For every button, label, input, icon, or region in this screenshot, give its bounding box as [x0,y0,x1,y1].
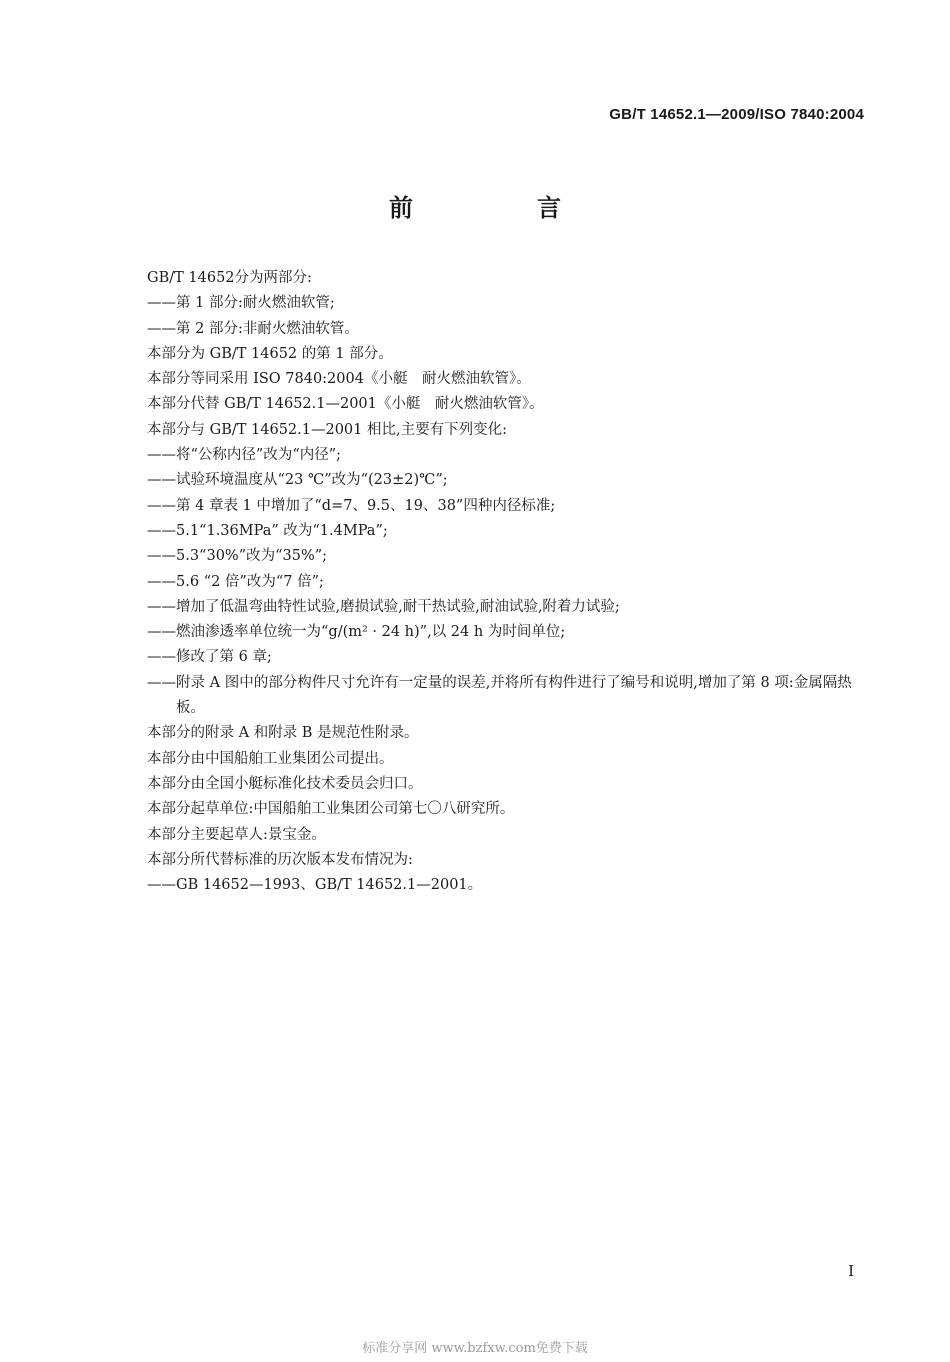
paragraph-line [147,367,867,392]
standard-code: GB/T 14652.1—2009/ISO 7840:2004 [609,106,864,123]
paragraph-line [147,392,867,417]
line-text: 本部分的附录 A 和附录 B 是规范性附录。 [147,725,419,742]
list-item [147,570,867,595]
em-dash: —— [147,674,176,691]
list-item [147,544,867,569]
em-dash: —— [147,320,176,337]
list-item-text: 燃油渗透率单位统一为“g/(m² · 24 h)”,以 24 h 为时间单位; [176,624,566,641]
paragraph-line [147,848,867,873]
paragraph-line [147,721,867,746]
line-text: GB/T 14652分为两部分: [147,270,312,286]
list-item [147,468,867,493]
list-item [147,519,867,544]
line-text: 本部分所代替标准的历次版本发布情况为: [147,851,413,868]
em-dash: —— [147,295,176,312]
em-dash: —— [147,472,176,489]
list-item-text: 第 2 部分:非耐火燃油软管。 [176,320,359,337]
line-text: 本部分主要起草人:景宝金。 [147,826,326,843]
em-dash: —— [147,624,176,641]
list-item [147,620,867,645]
em-dash: —— [147,877,176,894]
em-dash: —— [147,649,176,666]
line-text: 本部分由中国船舶工业集团公司提出。 [147,750,394,767]
list-item [147,595,867,620]
list-item-text: 5.1“1.36MPa” 改为“1.4MPa”; [176,522,388,539]
line-text: 本部分等同采用 ISO 7840:2004《小艇 耐火燃油软管》。 [147,371,531,388]
paragraph-line [147,342,867,367]
list-item-text: 5.6 “2 倍”改为“7 倍”; [176,573,324,590]
list-item [147,443,867,468]
em-dash: —— [147,598,176,615]
foreword-body [147,266,867,898]
list-item-text: 试验环境温度从“23 ℃”改为“(23±2)℃”; [176,472,448,489]
list-item-text: 修改了第 6 章; [176,649,272,666]
list-item [147,291,867,316]
line-text: 本部分起草单位:中国船舶工业集团公司第七〇八研究所。 [147,801,515,818]
paragraph-line [147,823,867,848]
list-item [147,645,867,670]
list-item-text: GB 14652—1993、GB/T 14652.1—2001。 [176,877,483,894]
list-item [147,671,867,722]
list-item-text: 附录 A 图中的部分构件尺寸允许有一定量的误差,并将所有构件进行了编号和说明,增加了第 8 项:金属隔热板。 [176,674,852,717]
em-dash: —— [147,447,176,464]
line-text: 本部分代替 GB/T 14652.1—2001《小艇 耐火燃油软管》。 [147,396,544,413]
line-text: 本部分与 GB/T 14652.1—2001 相比,主要有下列变化: [147,421,507,438]
list-item-text: 将“公称内径”改为“内径”; [176,447,342,464]
line-text: 本部分为 GB/T 14652 的第 1 部分。 [147,345,393,362]
em-dash: —— [147,573,176,590]
em-dash: —— [147,522,176,539]
list-item [147,494,867,519]
em-dash: —— [147,548,176,565]
list-item-text: 增加了低温弯曲特性试验,磨损试验,耐干热试验,耐油试验,附着力试验; [176,598,620,615]
page-title: 前 言 [389,194,611,222]
paragraph-line [147,747,867,772]
paragraph-line [147,266,867,291]
line-text: 本部分由全国小艇标准化技术委员会归口。 [147,775,423,792]
em-dash: —— [147,497,176,514]
list-item-text: 5.3“30%”改为“35%”; [176,548,328,565]
watermark: 标准分享网 www.bzfxw.com免费下载 [362,1341,588,1356]
list-item-text: 第 1 部分:耐火燃油软管; [176,295,335,312]
paragraph-line [147,772,867,797]
page-number: I [848,1262,854,1280]
list-item-text: 第 4 章表 1 中增加了“d=7、9.5、19、38”四种内径标准; [176,497,556,514]
paragraph-line [147,418,867,443]
list-item [147,317,867,342]
paragraph-line [147,797,867,822]
list-item [147,873,867,898]
